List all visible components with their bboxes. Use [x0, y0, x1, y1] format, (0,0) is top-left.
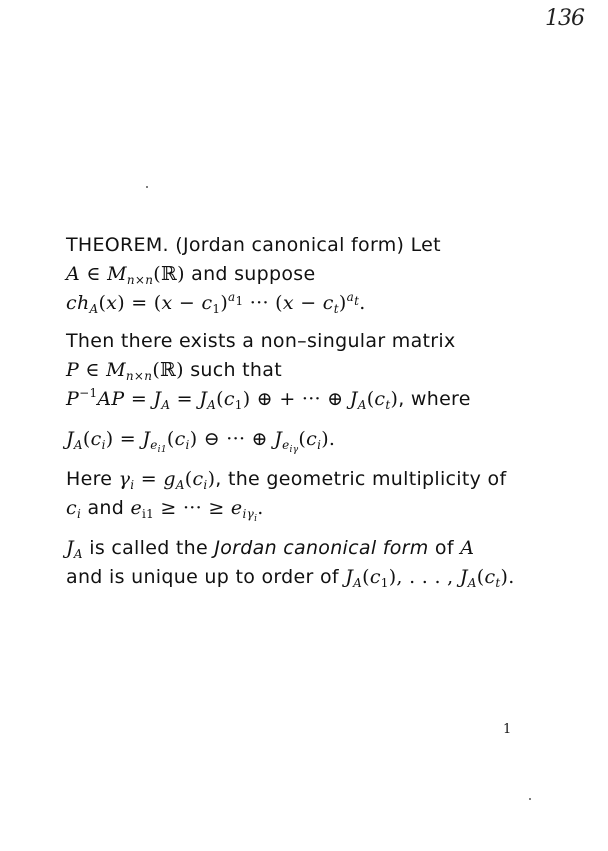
theorem-line-9 [66, 497, 264, 524]
scan-speck [146, 186, 148, 188]
theorem-line-8 [66, 468, 506, 490]
jordan-canonical-form-term: Jordan canonical form [214, 537, 429, 559]
math-a: A [460, 537, 475, 559]
theorem-line-2: A ∈ $M_{n\times n}(ℝ)$ and suppose [66, 263, 316, 287]
line9-and: and [87, 497, 125, 519]
math-ci: $c_i$ [66, 497, 82, 521]
math-block-decomposition: $J_A(c_i) = J_{e_{i1}}(c_i)$ ⊖ ··· ⊕ $J_{e_{i\gamma}}(c_i)$. [66, 428, 336, 455]
theorem-heading: THEOREM. [66, 234, 169, 256]
theorem-line-7 [66, 428, 336, 455]
theorem-title: (Jordan canonical form) Let [175, 234, 441, 256]
math-ja: $J_A$ [66, 537, 83, 561]
math-block-list: $J_A(c_1)$, . . . , $J_A(c_t)$. [345, 566, 515, 590]
theorem-line-1 [66, 234, 441, 256]
math-char-poly: $ch_A(x) = (x - c_1)^{a_1}$ ··· $(x - c_t)^{a_t}$. [66, 290, 366, 316]
line6-where: , where [398, 388, 471, 410]
theorem-line-4: Then there exists a non–singular matrix [66, 330, 456, 352]
line2-text: and suppose [191, 263, 316, 285]
math-gamma: $\gamma_i = g_A(c_i)$ [118, 468, 216, 492]
line8-here: Here [66, 468, 113, 490]
footer-page-number: 1 [503, 722, 512, 737]
math-e-order: $e_{i1}$ ≥ ··· ≥ $e_{i\gamma_i}$. [130, 497, 264, 524]
handwritten-page-number: 136 [545, 6, 584, 31]
line10-of: of [434, 537, 454, 559]
scan-speck [529, 798, 531, 800]
line5-text: such that [190, 359, 282, 381]
theorem-line-6 [66, 388, 471, 410]
math-a-in-m: A [66, 263, 81, 285]
math-similarity: $P^{-1}AP = J_A = J_A(c_1)$ ⊕ + ··· ⊕ $J_A(c_t)$ [66, 386, 399, 412]
line10-called: is called the [89, 537, 208, 559]
line8-rest: , the geometric multiplicity of [215, 468, 507, 490]
theorem-line-3 [66, 292, 366, 314]
theorem-line-5: P ∈ $M_{n\times n}(ℝ)$ such that [66, 359, 282, 383]
theorem-line-10 [66, 537, 474, 559]
theorem-line-11 [66, 566, 515, 588]
line11-text: and is unique up to order of [66, 566, 339, 588]
math-p-in-m: P [66, 359, 80, 381]
